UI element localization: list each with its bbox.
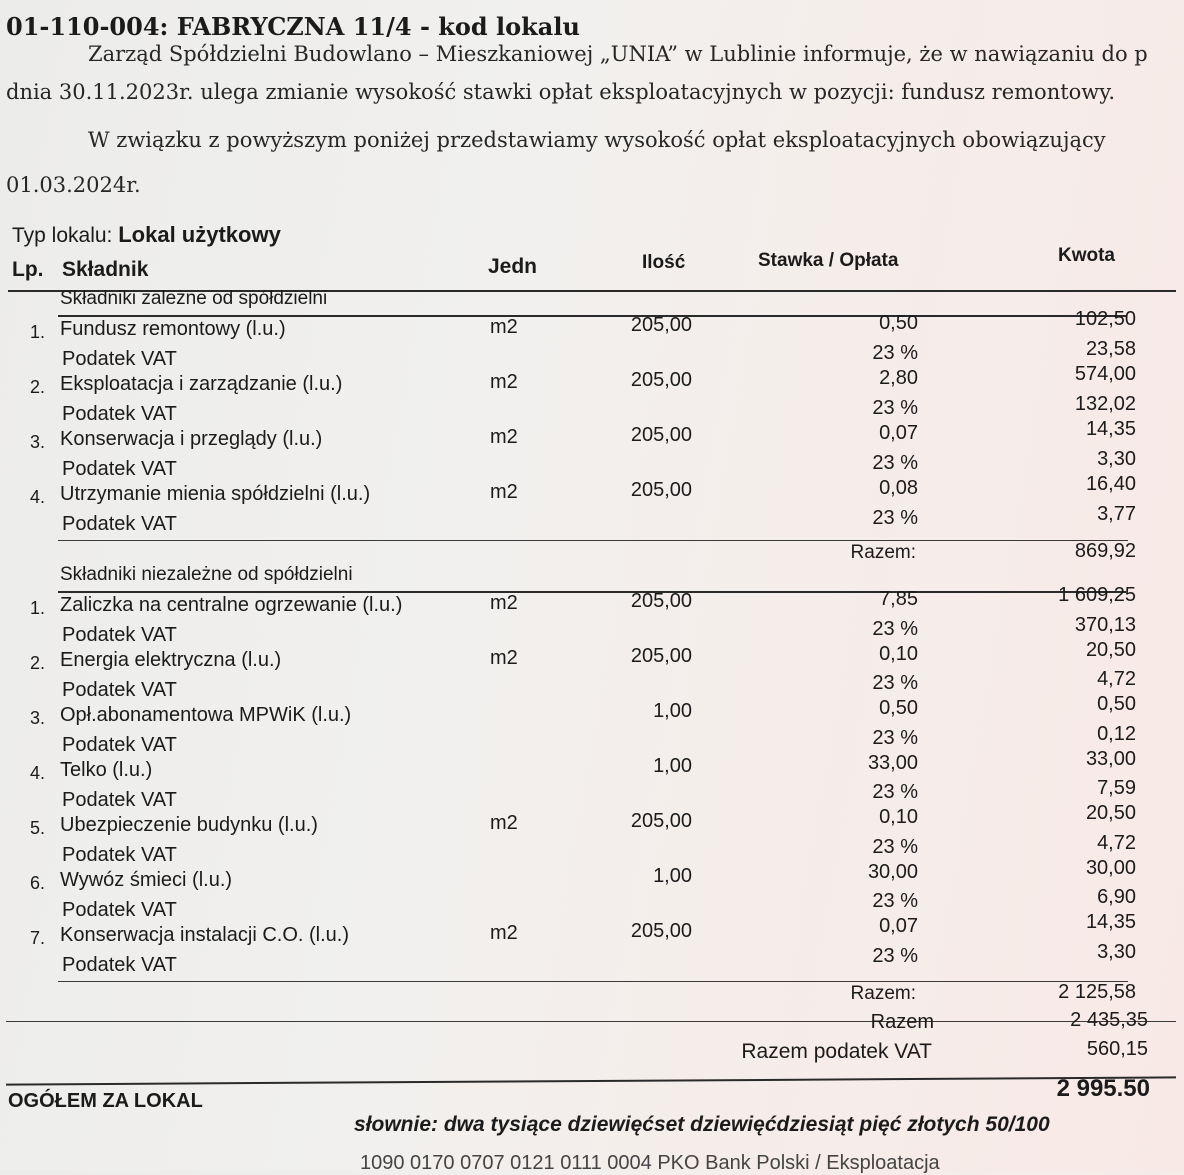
subtotal-label-dependent: Razem:: [850, 542, 916, 563]
row-number: 5.: [30, 818, 46, 838]
subtotal-value-dependent: 869,92: [1074, 540, 1136, 562]
row-unit: m2: [490, 426, 518, 448]
row-quantity: 205,00: [630, 810, 692, 832]
row-quantity: 205,00: [630, 314, 692, 336]
row-unit: m2: [490, 812, 518, 834]
row-number: 4.: [30, 487, 46, 507]
row-quantity: 205,00: [630, 424, 692, 446]
row-number: 4.: [30, 763, 46, 783]
row-vat-label: Podatek VAT: [62, 512, 177, 535]
intro-line-4: 01.03.2024r.: [6, 173, 141, 197]
row-vat-rate: 23 %: [872, 890, 918, 913]
subtotal-rule-dependent: [58, 540, 1128, 541]
row-component-name: Wywóz śmieci (l.u.): [60, 869, 233, 891]
row-number: 2.: [30, 377, 46, 397]
row-vat-label: Podatek VAT: [62, 898, 177, 921]
row-rate: 0,10: [879, 806, 918, 829]
section-title-dependent: Składniki zależne od spółdzielni: [60, 288, 328, 309]
row-component-name: Eksploatacja i zarządzanie (l.u.): [60, 373, 343, 395]
column-header-unit: Jedn: [488, 255, 538, 278]
row-vat-amount: 3,30: [1097, 940, 1136, 963]
row-rate: 33,00: [867, 751, 918, 774]
row-rate: 30,00: [867, 860, 918, 883]
row-vat-rate: 23 %: [872, 944, 918, 967]
row-unit: m2: [490, 316, 518, 338]
row-quantity: 1,00: [653, 700, 692, 722]
row-rate: 0,50: [879, 697, 918, 720]
row-number: 2.: [30, 653, 46, 673]
row-vat-label: Podatek VAT: [62, 678, 177, 701]
row-vat-amount: 0,12: [1097, 722, 1136, 745]
net-total-value: 2 435,35: [1070, 1009, 1148, 1031]
row-vat-rate: 23 %: [872, 506, 918, 529]
row-component-name: Fundusz remontowy (l.u.): [60, 318, 286, 340]
row-vat-amount: 3,77: [1097, 502, 1136, 525]
row-vat-label: Podatek VAT: [62, 457, 177, 480]
row-unit: m2: [490, 647, 518, 669]
row-number: 3.: [30, 432, 46, 452]
row-rate: 2,80: [879, 367, 918, 389]
row-amount: 33,00: [1085, 747, 1136, 770]
row-vat-rate: 23 %: [872, 726, 918, 749]
row-vat-rate: 23 %: [872, 341, 918, 364]
row-amount: 20,50: [1085, 802, 1136, 825]
grand-total-rule: [6, 1076, 1176, 1085]
intro-line-3: W związku z powyższym poniżej przedstawiamy wysokość opłat eksploatacyjnych obowiązujący: [88, 128, 1106, 152]
row-vat-amount: 6,90: [1097, 886, 1136, 909]
row-rate: 0,10: [879, 642, 918, 665]
premises-type: [12, 222, 281, 248]
row-vat-label: Podatek VAT: [62, 402, 177, 425]
row-vat-amount: 7,59: [1097, 777, 1136, 800]
row-vat-label: Podatek VAT: [62, 623, 177, 646]
premises-type-label: Typ lokalu:: [12, 224, 113, 247]
row-vat-amount: 4,72: [1097, 831, 1136, 854]
row-amount: 0,50: [1097, 693, 1136, 716]
row-amount: 1 609,25: [1058, 584, 1136, 606]
row-unit: m2: [490, 371, 518, 393]
row-vat-rate: 23 %: [872, 396, 918, 419]
subtotal-value-independent: 2 125,58: [1058, 981, 1136, 1003]
row-vat-amount: 3,30: [1097, 447, 1136, 470]
row-amount: 30,00: [1085, 856, 1136, 879]
row-unit: m2: [490, 481, 518, 503]
row-amount: 14,35: [1085, 911, 1136, 934]
row-vat-label: Podatek VAT: [62, 347, 177, 370]
row-vat-amount: 4,72: [1097, 668, 1136, 691]
row-unit: m2: [490, 922, 518, 944]
vat-total-label: Razem podatek VAT: [741, 1040, 932, 1063]
row-component-name: Utrzymanie mienia spółdzielni (l.u.): [60, 483, 371, 505]
net-total-label: Razem: [870, 1011, 934, 1033]
row-quantity: 205,00: [630, 590, 692, 612]
row-quantity: 205,00: [630, 479, 692, 501]
row-number: 7.: [30, 928, 46, 948]
row-vat-rate: 23 %: [872, 617, 918, 640]
row-rate: 0,08: [879, 477, 918, 499]
row-quantity: 1,00: [653, 865, 692, 887]
section-title-rule-independent: [58, 591, 1126, 593]
row-component-name: Konserwacja instalacji C.O. (l.u.): [60, 924, 349, 946]
row-amount: 20,50: [1085, 638, 1136, 661]
row-vat-rate: 23 %: [872, 835, 918, 858]
row-vat-rate: 23 %: [872, 451, 918, 474]
row-rate: 0,07: [879, 422, 918, 444]
row-rate: 0,50: [879, 312, 918, 334]
totals-rule: [6, 1021, 1176, 1022]
section-title-rule-dependent: [58, 315, 1126, 317]
row-vat-amount: 23,58: [1085, 337, 1136, 360]
row-quantity: 205,00: [630, 920, 692, 942]
row-vat-amount: 132,02: [1074, 392, 1136, 415]
row-component-name: Energia elektryczna (l.u.): [60, 649, 282, 671]
row-amount: 102,50: [1074, 308, 1136, 330]
row-rate: 7,85: [879, 588, 918, 610]
row-number: 1.: [30, 322, 46, 342]
column-header-lp: Lp.: [12, 258, 44, 281]
row-amount: 16,40: [1085, 473, 1136, 495]
row-quantity: 205,00: [630, 645, 692, 667]
column-header-amount: Kwota: [1058, 245, 1115, 266]
row-rate: 0,07: [879, 915, 918, 938]
row-number: 3.: [30, 708, 46, 728]
document-heading: 01-110-004: FABRYCZNA 11/4 - kod lokalu: [6, 12, 580, 41]
section-title-independent: Składniki niezależne od spółdzielni: [60, 564, 353, 585]
row-component-name: Ubezpieczenie budynku (l.u.): [60, 814, 318, 836]
row-number: 1.: [30, 598, 46, 618]
bank-account-footer: 1090 0170 0707 0121 0111 0004 PKO Bank Polski / Eksploatacja: [360, 1152, 940, 1174]
row-amount: 574,00: [1074, 363, 1136, 385]
vat-total-value: 560,15: [1086, 1038, 1148, 1060]
row-number: 6.: [30, 873, 46, 893]
row-quantity: 1,00: [653, 755, 692, 777]
grand-total-label: OGÓŁEM ZA LOKAL: [8, 1090, 203, 1112]
row-vat-label: Podatek VAT: [62, 843, 177, 866]
row-component-name: Zaliczka na centralne ogrzewanie (l.u.): [60, 594, 403, 616]
amount-in-words: słownie: dwa tysiące dziewięćset dziewięćdziesiąt pięć złotych 50/100: [354, 1113, 1050, 1136]
subtotal-label-independent: Razem:: [850, 983, 916, 1004]
row-vat-rate: 23 %: [872, 781, 918, 804]
row-amount: 14,35: [1085, 418, 1136, 440]
row-quantity: 205,00: [630, 369, 692, 391]
row-vat-amount: 370,13: [1074, 613, 1136, 636]
row-component-name: Telko (l.u.): [60, 759, 153, 781]
intro-line-2: dnia 30.11.2023r. ulega zmianie wysokość stawki opłat eksploatacyjnych w pozycji: fundusz remontowy.: [6, 80, 1116, 104]
row-vat-label: Podatek VAT: [62, 788, 177, 811]
row-vat-label: Podatek VAT: [62, 733, 177, 756]
row-unit: m2: [490, 592, 518, 614]
premises-type-value: Lokal użytkowy: [118, 222, 281, 247]
column-header-qty: Ilość: [642, 252, 686, 273]
subtotal-rule-independent: [58, 981, 1128, 982]
intro-line-1: Zarząd Spółdzielni Budowlano – Mieszkaniowej „UNIA” w Lublinie informuje, że w nawiązaniu do p: [88, 42, 1148, 66]
row-component-name: Opł.abonamentowa MPWiK (l.u.): [60, 704, 352, 726]
column-header-component: Składnik: [62, 258, 149, 281]
grand-total-value: 2 995.50: [1056, 1075, 1150, 1102]
row-component-name: Konserwacja i przeglądy (l.u.): [60, 428, 323, 450]
row-vat-rate: 23 %: [872, 672, 918, 695]
column-header-rate: Stawka / Opłata: [758, 250, 899, 271]
row-vat-label: Podatek VAT: [62, 953, 177, 976]
